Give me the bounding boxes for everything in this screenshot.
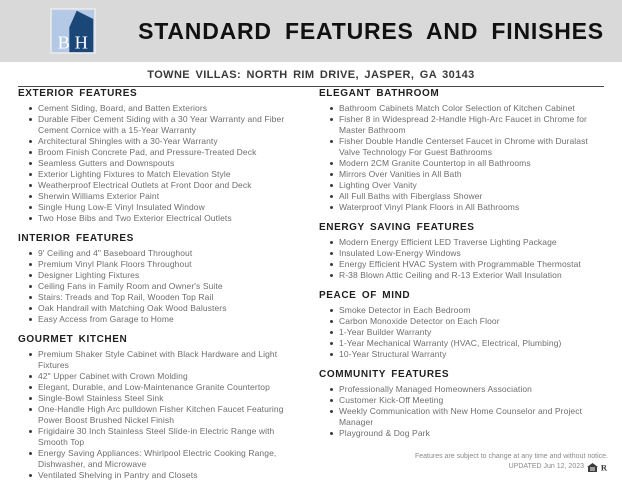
page-title: STANDARD FEATURES AND FINISHES [138,17,604,44]
feature-item: Two Hose Bibs and Two Exterior Electrical Outlets [29,213,303,224]
feature-item: Single-Bowl Stainless Steel Sink [29,393,303,404]
feature-item: Energy Saving Appliances: Whirlpool Electric Cooking Range, Dishwasher, and Microwave [29,448,303,470]
feature-list [319,384,604,439]
feature-item: Professionally Managed Homeowners Association [330,384,604,395]
feature-item: Insulated Low-Energy Windows [330,248,604,259]
feature-item: Fisher Double Handle Centerset Faucet in Chrome with Duralast Valve Technology For Guest Bathrooms [330,136,604,158]
feature-item: Weatherproof Electrical Outlets at Front Door and Deck [29,180,303,191]
feature-item: Single Hung Low-E Vinyl Insulated Window [29,202,303,213]
feature-item: Cement Siding, Board, and Batten Exteriors [29,103,303,114]
feature-item: Broom Finish Concrete Pad, and Pressure-Treated Deck [29,147,303,158]
feature-section [18,335,303,481]
feature-item: One-Handle High Arc pulldown Fisher Kitchen Faucet Featuring Power Boost Brushed Nickel Finish [29,404,303,426]
feature-item: 10-Year Structural Warranty [330,349,604,360]
feature-item: 42" Upper Cabinet with Crown Molding [29,371,303,382]
feature-section [18,89,303,224]
feature-item: Seamless Gutters and Downspouts [29,158,303,169]
feature-item: Stairs: Treads and Top Rail, Wooden Top Rail [29,292,303,303]
feature-item: Weekly Communication with New Home Counselor and Project Manager [330,406,604,428]
feature-item: Energy Efficient HVAC System with Programmable Thermostat [330,259,604,270]
feature-item: Sherwin Williams Exterior Paint [29,191,303,202]
section-heading: PEACE OF MIND [319,290,411,301]
feature-item: 9' Ceiling and 4" Baseboard Throughout [29,248,303,259]
logo-letter-h: H [74,32,88,53]
feature-section [319,370,604,439]
feature-item: Architectural Shingles with a 30-Year Warranty [29,136,303,147]
feature-list [18,349,303,481]
feature-item: R-38 Blown Attic Ceiling and R-13 Exterior Wall Insulation [330,270,604,281]
feature-list [319,237,604,281]
feature-item: Customer Kick-Off Meeting [330,395,604,406]
feature-item: Designer Lighting Fixtures [29,270,303,281]
feature-item: Modern Energy Efficient LED Traverse Lighting Package [330,237,604,248]
section-heading: EXTERIOR FEATURES [18,88,138,99]
section-heading: ENERGY SAVING FEATURES [319,222,475,233]
feature-item: Premium Shaker Style Cabinet with Black Hardware and Light Fixtures [29,349,303,371]
equal-housing-icon [587,463,598,472]
section-heading: COMMUNITY FEATURES [319,369,450,380]
section-heading: ELEGANT BATHROOM [319,88,440,99]
feature-item: 1-Year Builder Warranty [330,327,604,338]
footer-updated: UPDATED Jun 12, 2023 [508,463,584,470]
realtor-icon [600,463,608,472]
feature-section [319,291,604,360]
feature-item: Ventilated Shelving in Pantry and Closets [29,470,303,481]
footer-disclaimer: Features are subject to change at any time and without notice. [414,453,608,460]
feature-item: Ceiling Fans in Family Room and Owner's Suite [29,281,303,292]
footer [415,452,608,472]
bh-builder-logo [50,8,96,54]
feature-section [319,89,604,213]
feature-section [18,234,303,325]
left-column [18,87,303,481]
feature-list [319,305,604,360]
feature-item: Fisher 8 in Widespread 2-Handle High-Arc Faucet in Chrome for Master Bathroom [330,114,604,136]
feature-item: Modern 2CM Granite Countertop in all Bathrooms [330,158,604,169]
feature-item: Premium Vinyl Plank Floors Throughout [29,259,303,270]
features-columns [0,87,622,481]
feature-item: All Full Baths with Fiberglass Shower [330,191,604,202]
feature-item: Mirrors Over Vanities in All Bath [330,169,604,180]
feature-item: Oak Handrail with Matching Oak Wood Balusters [29,303,303,314]
feature-list [319,103,604,213]
feature-item: Carbon Monoxide Detector on Each Floor [330,316,604,327]
feature-list [18,103,303,224]
community-subtitle: TOWNE VILLAS: NORTH RIM DRIVE, JASPER, GA 30143 [147,69,475,81]
feature-item: Lighting Over Vanity [330,180,604,191]
section-heading: INTERIOR FEATURES [18,233,134,244]
feature-item: Exterior Lighting Fixtures to Match Elevation Style [29,169,303,180]
feature-item: Playground & Dog Park [330,428,604,439]
feature-item: Durable Fiber Cement Siding with a 30 Year Warranty and Fiber Cement Cornice with a 15-Year Warranty [29,114,303,136]
feature-item: Bathroom Cabinets Match Color Selection of Kitchen Cabinet [330,103,604,114]
feature-item: Smoke Detector in Each Bedroom [330,305,604,316]
feature-item: Frigidaire 30 Inch Stainless Steel Slide-in Electric Range with Smooth Top [29,426,303,448]
logo-letter-b: B [57,32,70,53]
right-column [319,87,604,481]
svg-text:R: R [600,462,608,472]
feature-item: Waterproof Vinyl Plank Floors in All Bathrooms [330,202,604,213]
bh-logo-icon [50,8,96,54]
header-bar [0,0,622,62]
feature-item: Elegant, Durable, and Low-Maintenance Granite Countertop [29,382,303,393]
section-heading: GOURMET KITCHEN [18,334,128,345]
feature-item: 1-Year Mechanical Warranty (HVAC, Electrical, Plumbing) [330,338,604,349]
feature-section [319,223,604,281]
feature-item: Easy Access from Garage to Home [29,314,303,325]
feature-list [18,248,303,325]
